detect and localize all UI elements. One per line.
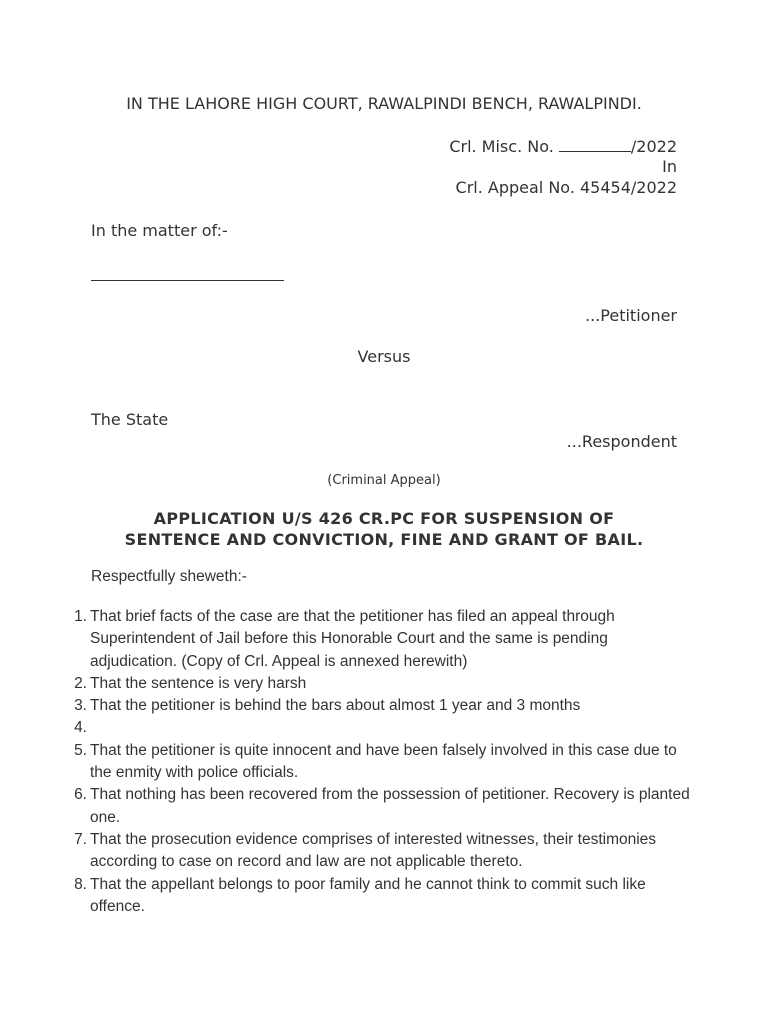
- list-item-text: That the appellant belongs to poor family and he cannot think to commit such like offence.: [90, 875, 646, 915]
- versus-label: Versus: [357, 347, 411, 366]
- in-label: In: [662, 157, 677, 176]
- list-item: [60, 740, 690, 785]
- petitioner-name-blank: [91, 280, 284, 281]
- misc-number-blank: [559, 137, 631, 152]
- list-item-number: 2.: [74, 674, 87, 692]
- list-item-text: That the prosecution evidence comprises of interested witnesses, their testimonies according to case on record and law are not applicable thereto.: [90, 830, 657, 871]
- petitioner-label: ...Petitioner: [585, 306, 677, 325]
- list-item-text: That the petitioner is quite innocent and have been falsely involved in this case due to the enmity with police officials.: [90, 741, 677, 782]
- list-item-number: 8.: [74, 875, 87, 893]
- list-item-number: 4.: [74, 719, 87, 737]
- matter-intro: In the matter of:-: [91, 221, 228, 240]
- list-item: [60, 784, 690, 829]
- list-item: [60, 606, 690, 673]
- respondent-label: ...Respondent: [566, 432, 677, 451]
- appeal-number: Crl. Appeal No. 45454/2022: [455, 178, 677, 197]
- misc-number-prefix: Crl. Misc. No.: [449, 137, 554, 156]
- list-item-number: 5.: [74, 741, 87, 759]
- list-item: [60, 695, 690, 717]
- list-item: [60, 717, 690, 739]
- list-item-text: That the sentence is very harsh: [90, 674, 307, 692]
- list-item: [60, 829, 690, 874]
- facts-list: [60, 606, 690, 918]
- list-item-number: 1.: [74, 608, 87, 625]
- salutation: Respectfully sheweth:-: [91, 568, 247, 585]
- misc-number: [449, 137, 677, 156]
- list-item-text: That brief facts of the case are that the petitioner has filed an appeal through Superintendent of Jail before this Honorable Court and the same is pending adjudication. (Copy of Crl. Appeal is annexed herewith): [90, 608, 615, 670]
- list-item-number: 6.: [74, 786, 87, 804]
- case-type: (Criminal Appeal): [327, 473, 441, 488]
- application-title-line2: SENTENCE AND CONVICTION, FINE AND GRANT OF BAIL.: [124, 530, 644, 549]
- court-heading: IN THE LAHORE HIGH COURT, RAWALPINDI BENCH, RAWALPINDI.: [126, 94, 642, 113]
- list-item-text: That nothing has been recovered from the possession of petitioner. Recovery is planted one.: [90, 786, 690, 826]
- application-title-line1: APPLICATION U/S 426 CR.PC FOR SUSPENSION OF: [153, 509, 615, 528]
- list-item-number: 7.: [74, 830, 87, 848]
- list-item: [60, 673, 690, 695]
- list-item: [60, 874, 690, 919]
- list-item-number: 3.: [74, 697, 87, 715]
- application-title: [0, 508, 768, 550]
- misc-number-suffix: /2022: [630, 137, 677, 156]
- list-item-text: That the petitioner is behind the bars about almost 1 year and 3 months: [90, 697, 581, 715]
- respondent-name: The State: [91, 410, 169, 429]
